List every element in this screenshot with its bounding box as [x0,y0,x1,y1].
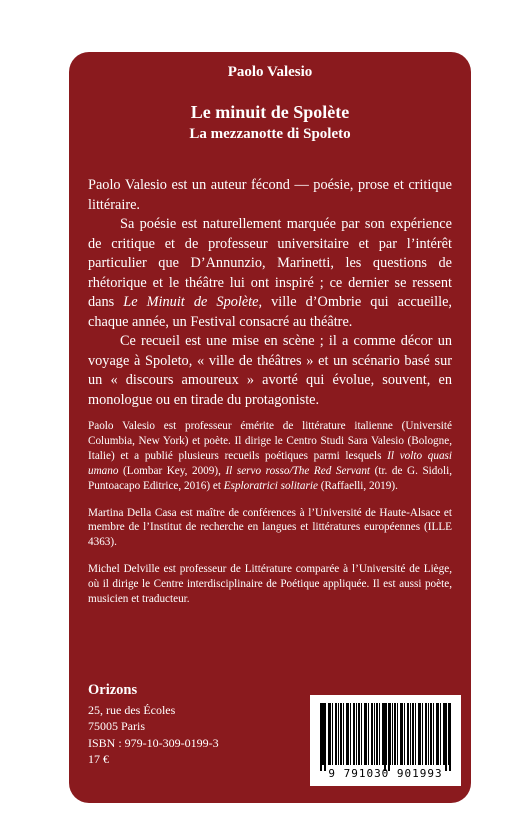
publisher-address: 25, rue des Écoles [88,703,176,717]
blurb-paragraph-3: Ce recueil est une mise en scène ; il a comme décor un voyage à Spoleto, « ville de théâtres » et un scénario basé sur un « discours amoureux » avorté qui évolue, souvent, en monologue ou en tirade du protagoniste. [88,333,452,408]
back-cover [69,52,471,803]
barcode-bars [320,703,451,765]
bio-valesio: Paolo Valesio est professeur émérite de littérature italienne (Université Columbia, New York) et poète. Il dirige le Centro Studi Sara Valesio (Bologne, Italie) et a publié plusieurs recueils poétiques parmi lesquels Il volto quasi umano (Lombar Key, 2009), Il servo rosso/The Red Servant (tr. de G. Sidoli, Puntoacapo Editrice, 2016) et Esploratrici solitarie (Raffaelli, 2019). [88,420,453,492]
blurb-paragraph-2: Sa poésie est naturellement marquée par son expérience de critique et de professeur universitaire et par l’intérêt particulier que D’Annunzio, Marinetti, les questions de rhétorique et le théâtre lui ont inspiré ; ce dernier se ressent dans Le Minuit de Spolète, ville d’Ombrie qui accueille, chaque année, un Festival consacré au théâtre. [88,216,452,330]
work-title: Le Minuit de Spolète [123,294,259,310]
book-title: Le minuit de Spolète [190,102,350,122]
barcode-digits: 9 791030 901993 [328,767,443,780]
publisher-city: 75005 Paris [88,719,145,734]
book-subtitle: La mezzanotte di Spoleto [189,126,351,142]
blurb [88,176,452,410]
contributor-bios [88,419,452,619]
isbn: ISBN : 979-10-309-0199-3 [88,735,219,750]
barcode [310,695,461,786]
price: 17 € [88,751,109,766]
bio-della-casa: Martina Della Casa est maître de conférences à l’Université de Haute-Alsace et membre de l’Institut de recherche en langues et littératures européennes (ILLE 4363). [88,506,452,549]
blurb-paragraph-1: Paolo Valesio est un auteur fécond — poésie, prose et critique littéraire. [88,177,452,213]
bio-delville: Michel Delville est professeur de Littérature comparée à l’Université de Liège, où il dirige le Centre interdisciplinaire de Poétique appliquée. Il est aussi poète, musicien et traducteur. [88,563,452,606]
author-name: Paolo Valesio [227,64,313,80]
publisher-details [88,702,219,767]
publisher-name: Orizons [88,682,138,698]
